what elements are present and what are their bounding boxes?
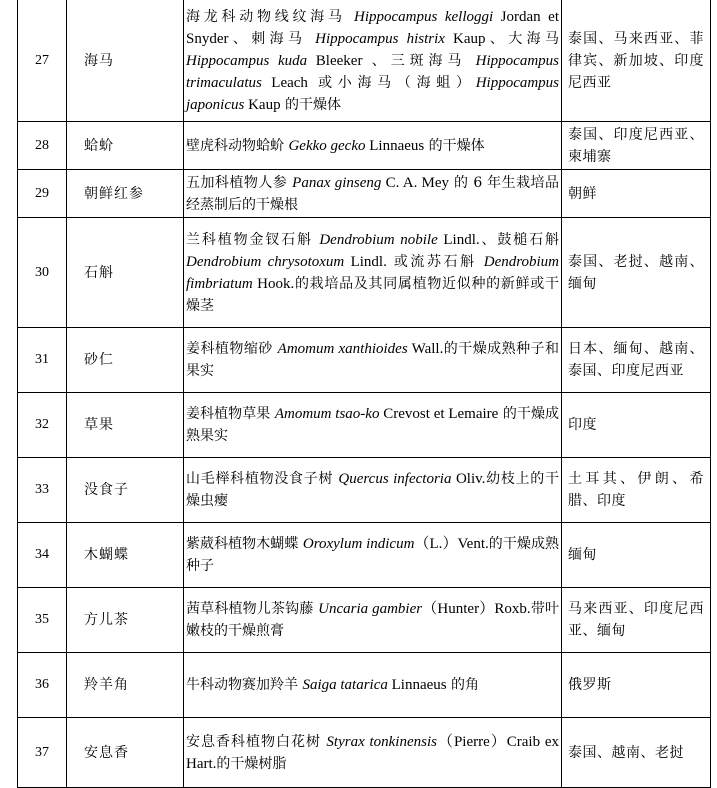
herb-description	[184, 122, 562, 170]
description-text: 姜科植物缩砂	[186, 341, 278, 357]
description-text: 带叶嫩枝的干燥煎膏	[186, 601, 560, 639]
row-number: 28	[18, 122, 67, 170]
herb-description	[184, 328, 562, 393]
species-authority: Kaup	[444, 30, 486, 47]
description-text: 、大海马	[485, 30, 559, 47]
description-text: 兰科植物金钗石斛	[186, 231, 320, 248]
description-text: 牛科动物赛加羚羊	[186, 677, 303, 693]
origin-countries: 日本、缅甸、越南、泰国、印度尼西亚	[562, 328, 711, 393]
species-authority: Lindl.	[437, 231, 480, 248]
herb-name: 砂仁	[67, 328, 184, 393]
species-authority: Oliv.	[451, 471, 486, 487]
description-text: 紫葳科植物木蝴蝶	[186, 536, 303, 552]
latin-species-name: Quercus infectoria	[338, 471, 452, 487]
description-text: 的栽培品及其同属植物近似种的新鲜或干燥茎	[186, 275, 559, 314]
description-text: 山毛榉科植物没食子树	[186, 471, 339, 487]
species-authority: （Hunter）Roxb.	[422, 601, 531, 617]
herb-import-table	[17, 0, 711, 788]
origin-countries: 泰国、越南、老挝	[562, 718, 711, 788]
herb-name: 草果	[67, 393, 184, 458]
species-authority: （L.）Vent.	[414, 536, 489, 552]
description-text: 、刺海马	[228, 30, 316, 47]
latin-species-name: Hippocampus histrix	[315, 30, 445, 47]
herb-description	[184, 218, 562, 328]
origin-countries: 马来西亚、印度尼西亚、缅甸	[562, 588, 711, 653]
origin-countries: 泰国、印度尼西亚、柬埔寨	[562, 122, 711, 170]
row-number: 32	[18, 393, 67, 458]
latin-species-name: Hippocampus kelloggi	[354, 8, 494, 25]
herb-description	[184, 588, 562, 653]
latin-species-name: Dendrobium nobile	[319, 231, 438, 248]
table-row	[18, 218, 711, 328]
row-number: 33	[18, 458, 67, 523]
description-text: 、三斑海马	[362, 52, 476, 69]
species-authority: Linnaeus	[387, 677, 447, 693]
latin-species-name: Saiga tatarica	[302, 677, 388, 693]
latin-species-name: Oroxylum indicum	[302, 536, 415, 552]
latin-species-name: Uncaria gambier	[318, 601, 423, 617]
species-authority: C. A. Mey	[381, 174, 450, 191]
row-number: 34	[18, 523, 67, 588]
table-row	[18, 458, 711, 523]
description-text: 的干燥体	[280, 96, 342, 113]
description-text: 或流苏石斛	[386, 253, 484, 270]
species-authority: （Pierre）Craib ex Hart.	[186, 733, 559, 772]
herb-description	[184, 523, 562, 588]
latin-species-name: Dendrobium fimbriatum	[186, 253, 560, 292]
row-number: 29	[18, 170, 67, 218]
species-authority: Hook.	[252, 275, 295, 292]
herb-name: 木蝴蝶	[67, 523, 184, 588]
herb-description	[184, 653, 562, 718]
species-authority: Leach	[261, 74, 308, 91]
table-body	[18, 0, 711, 788]
latin-species-name: Styrax tonkinensis	[326, 733, 437, 750]
latin-species-name: Amomum xanthioides	[277, 341, 408, 357]
description-text: 的干燥树脂	[216, 755, 287, 772]
description-text: 的干燥成熟种子	[186, 536, 559, 574]
table-row	[18, 393, 711, 458]
herb-description	[184, 170, 562, 218]
description-text: 的 6 年生栽培品经蒸制后的干燥根	[186, 174, 560, 213]
origin-countries: 印度	[562, 393, 711, 458]
description-text: 的角	[446, 677, 480, 693]
table-row	[18, 588, 711, 653]
table-row	[18, 523, 711, 588]
species-authority: Bleeker	[307, 52, 363, 69]
herb-description	[184, 0, 562, 122]
table-row	[18, 170, 711, 218]
herb-name: 朝鲜红参	[67, 170, 184, 218]
latin-species-name: Hippocampus trimaculatus	[186, 52, 559, 91]
description-text: 的干燥成熟种子和果实	[186, 341, 559, 379]
row-number: 37	[18, 718, 67, 788]
herb-description	[184, 718, 562, 788]
species-authority: Wall.	[407, 341, 444, 357]
description-text: 五加科植物人参	[186, 174, 293, 191]
latin-species-name: Panax ginseng	[292, 174, 382, 191]
latin-species-name: Hippocampus kuda	[186, 52, 308, 69]
table-row	[18, 0, 711, 122]
row-number: 31	[18, 328, 67, 393]
description-text: 或小海马（海蛆）	[307, 74, 476, 91]
description-text: 、鼓槌石斛	[479, 231, 559, 248]
herb-description	[184, 458, 562, 523]
origin-countries: 泰国、老挝、越南、缅甸	[562, 218, 711, 328]
description-text: 茜草科植物儿茶钩藤	[186, 601, 319, 617]
species-authority: Lindl.	[344, 253, 387, 270]
herb-name: 羚羊角	[67, 653, 184, 718]
herb-name: 安息香	[67, 718, 184, 788]
herb-name: 蛤蚧	[67, 122, 184, 170]
origin-countries: 土耳其、伊朗、希腊、印度	[562, 458, 711, 523]
description-text: 的干燥体	[424, 137, 485, 154]
description-text: 海龙科动物线纹海马	[186, 8, 354, 25]
latin-species-name: Dendrobium chrysotoxum	[186, 253, 345, 270]
row-number: 35	[18, 588, 67, 653]
row-number: 36	[18, 653, 67, 718]
latin-species-name: Gekko gecko	[288, 137, 366, 154]
species-authority: Linnaeus	[365, 137, 425, 154]
origin-countries: 泰国、马来西亚、菲律宾、新加坡、印度尼西亚	[562, 0, 711, 122]
origin-countries: 朝鲜	[562, 170, 711, 218]
row-number: 30	[18, 218, 67, 328]
herb-name: 方儿茶	[67, 588, 184, 653]
latin-species-name: Hippocampus japonicus	[186, 74, 560, 113]
herb-name: 海马	[67, 0, 184, 122]
species-authority: Kaup	[244, 96, 281, 113]
latin-species-name: Amomum tsao-ko	[274, 406, 380, 422]
herb-name: 没食子	[67, 458, 184, 523]
description-text: 壁虎科动物蛤蚧	[186, 137, 289, 154]
table-row	[18, 328, 711, 393]
herb-name: 石斛	[67, 218, 184, 328]
description-text: 安息香科植物白花树	[186, 733, 327, 750]
origin-countries: 俄罗斯	[562, 653, 711, 718]
table-row	[18, 122, 711, 170]
herb-description	[184, 393, 562, 458]
description-text: 姜科植物草果	[186, 406, 275, 422]
table-row	[18, 653, 711, 718]
row-number: 27	[18, 0, 67, 122]
origin-countries: 缅甸	[562, 523, 711, 588]
species-authority: Crevost et Lemaire	[379, 406, 499, 422]
description-text: 的干燥成熟果实	[186, 406, 559, 444]
species-authority: Jordan et Snyder	[186, 8, 559, 47]
description-text: 幼枝上的干燥虫瘿	[186, 471, 560, 509]
table-row	[18, 718, 711, 788]
